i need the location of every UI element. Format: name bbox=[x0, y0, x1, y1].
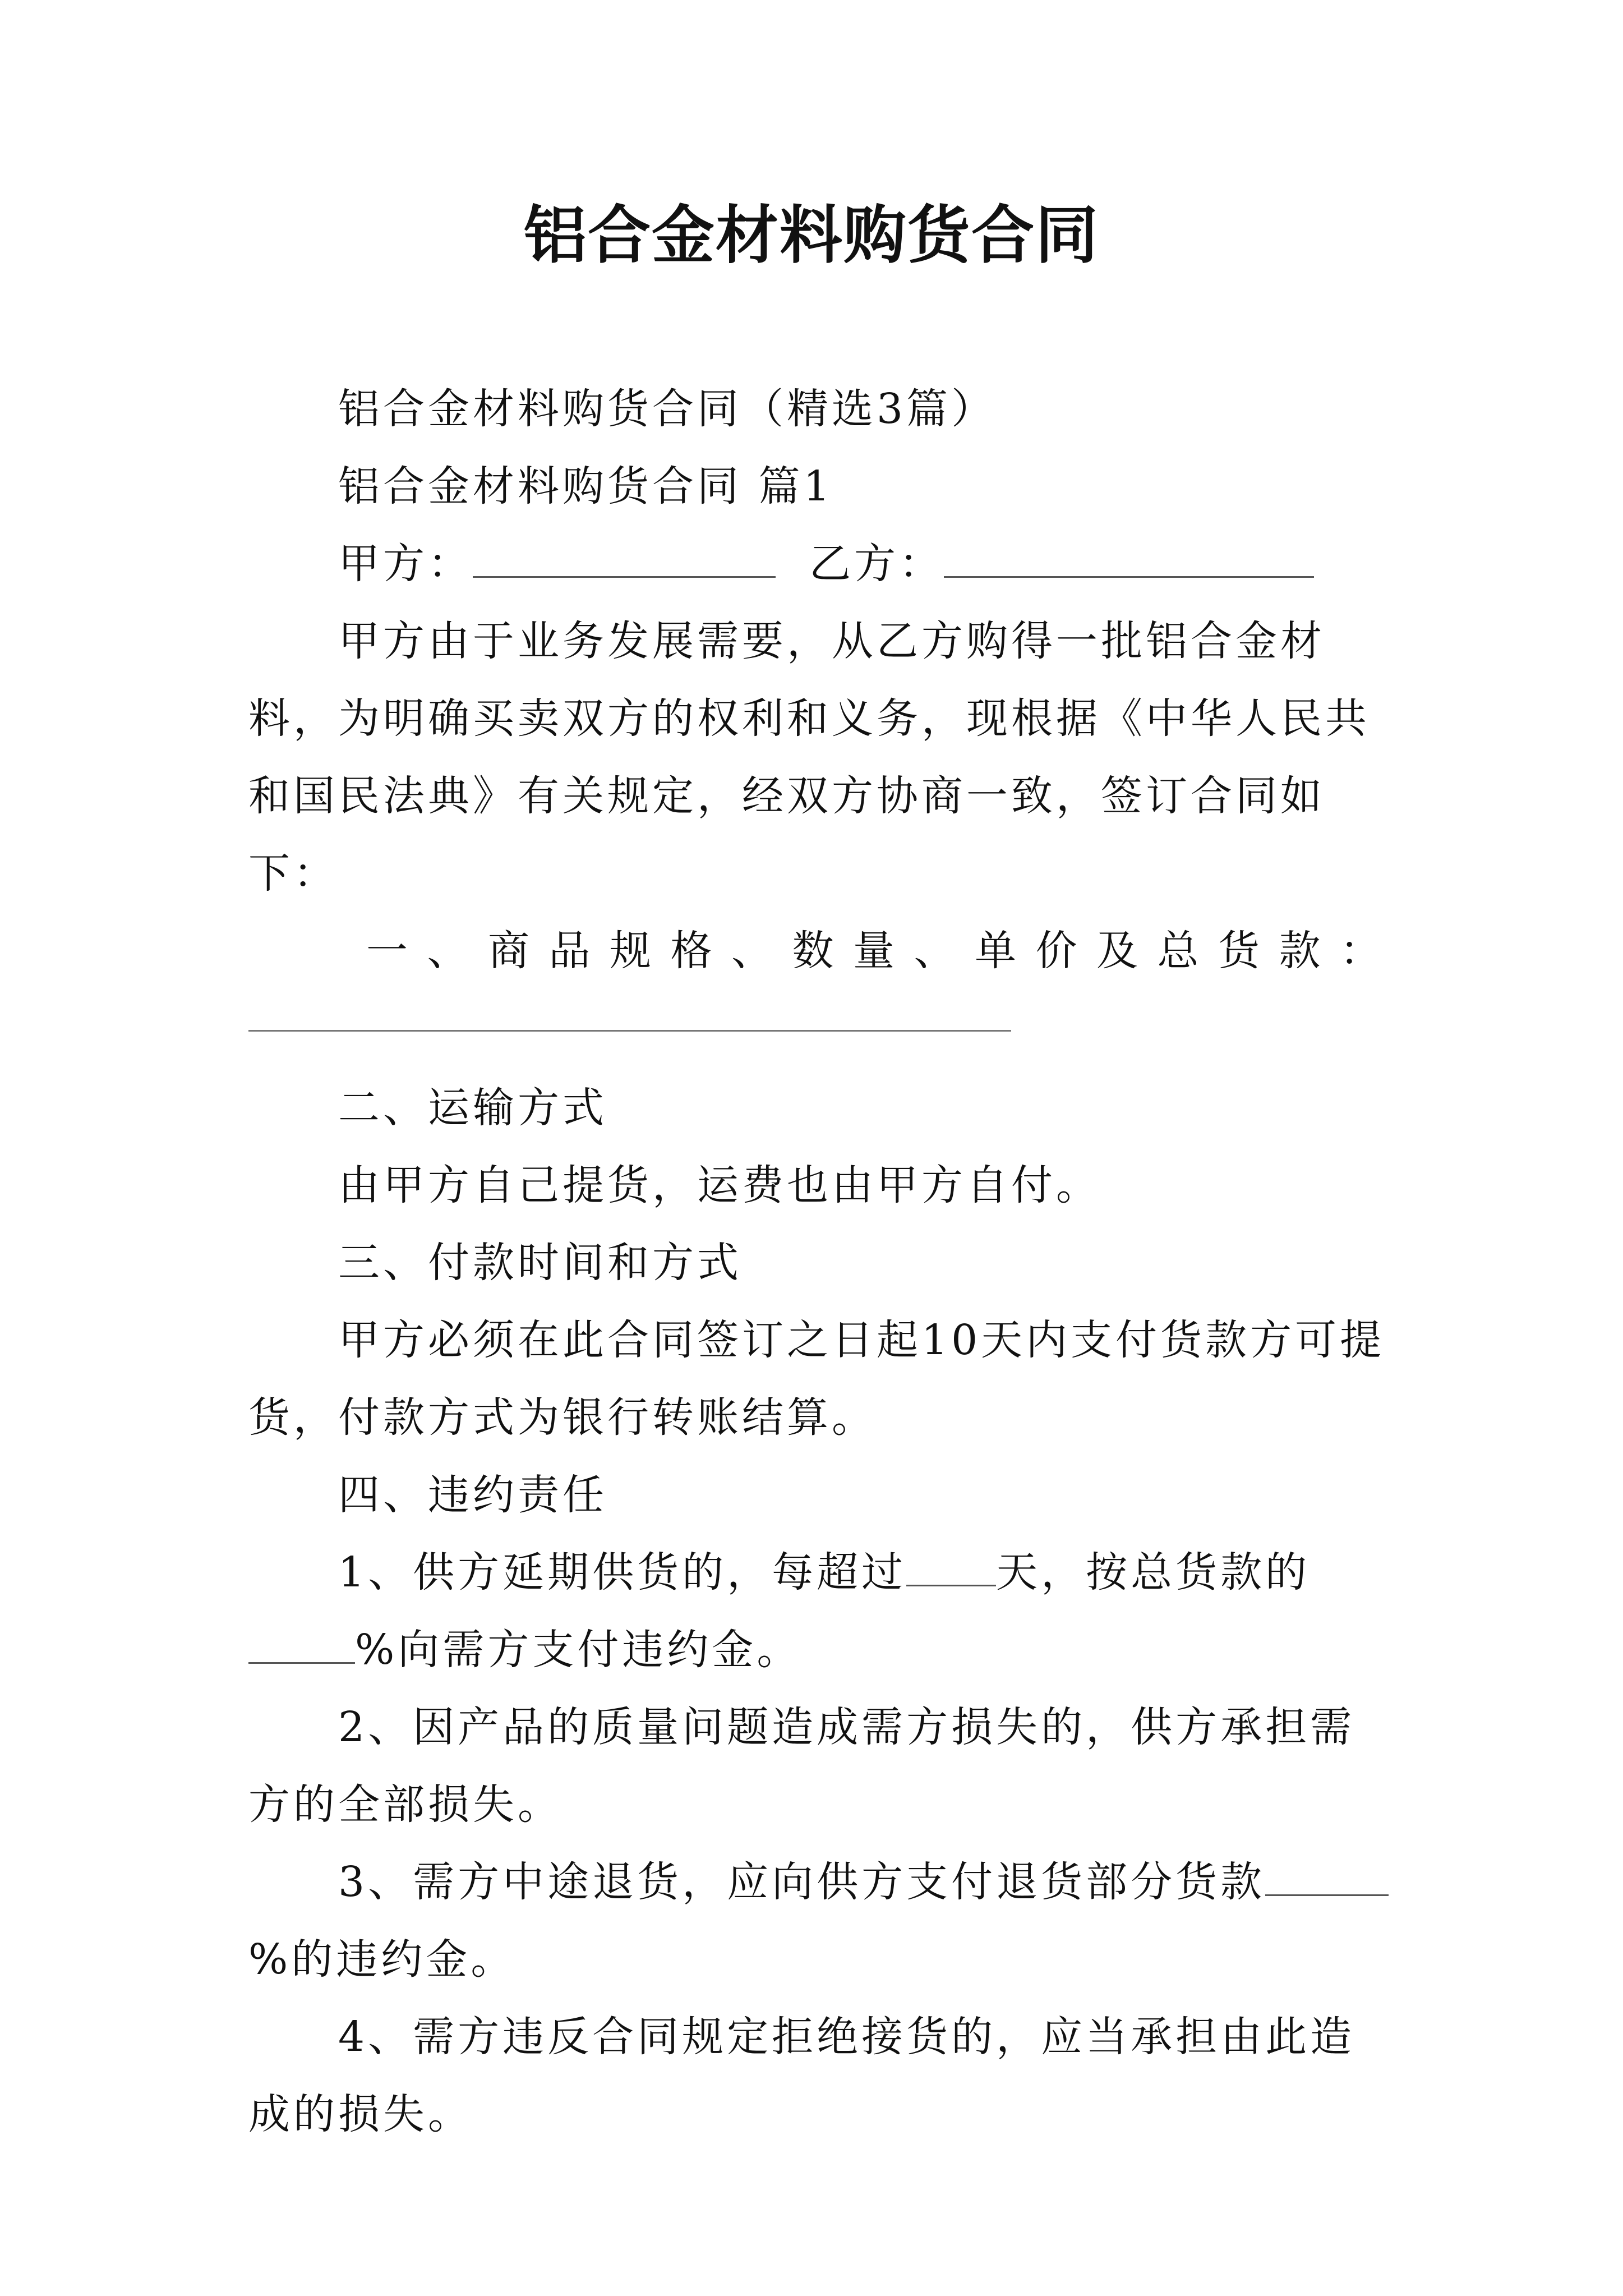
clause2-title: 二、运输方式 bbox=[338, 1084, 607, 1132]
clause1-char: 款 bbox=[1279, 927, 1321, 975]
clause1-char: 、 bbox=[731, 927, 773, 975]
clause1-char: 及 bbox=[1096, 927, 1138, 975]
underline-rule[interactable] bbox=[248, 1030, 1011, 1032]
clause3-text: 甲方必须在此合同签订之日起10天内支付货款方可提货，付款方式为银行转账结算。 bbox=[248, 1316, 1385, 1442]
clause4-item1 bbox=[248, 1534, 1398, 1688]
clause1-char: 规 bbox=[610, 927, 651, 975]
item1-text-a: 1、供方延期供货的，每超过 bbox=[338, 1548, 907, 1596]
clause1-char: 货 bbox=[1218, 927, 1260, 975]
clause1-char: ： bbox=[1340, 927, 1381, 975]
document-body bbox=[248, 370, 1398, 2153]
clause3-title: 三、付款时间和方式 bbox=[338, 1239, 742, 1287]
clause4-item4: 4、需方违反合同规定拒绝接货的，应当承担由此造成的损失。 bbox=[248, 2013, 1355, 2138]
item1-text-b: 天，按总货款的 bbox=[996, 1548, 1311, 1596]
item3-text-b: %的违约金。 bbox=[248, 1935, 516, 1984]
clause1-char: 格 bbox=[670, 927, 712, 975]
document-title: 铝合金材料购货合同 bbox=[524, 199, 1099, 272]
clause4-item3 bbox=[248, 1843, 1398, 1998]
parties-line bbox=[248, 525, 1398, 602]
section-header: 铝合金材料购货合同 篇1 bbox=[338, 462, 833, 510]
clause1-char: 数 bbox=[792, 927, 834, 975]
clause1-char: 、 bbox=[427, 927, 469, 975]
clause1-char: 一 bbox=[366, 927, 408, 975]
party-b-blank[interactable] bbox=[944, 540, 1314, 578]
clause2-text: 由甲方自己提货，运费也由甲方自付。 bbox=[338, 1161, 1101, 1209]
clause1-char: 单 bbox=[975, 927, 1016, 975]
clause1-char: 价 bbox=[1035, 927, 1077, 975]
clause1-char: 总 bbox=[1157, 927, 1199, 975]
item1-text-c: %向需方支付违约金。 bbox=[355, 1626, 802, 1674]
clause4-title: 四、违约责任 bbox=[338, 1471, 607, 1519]
clause1-heading bbox=[248, 912, 1381, 990]
clause1-char: 品 bbox=[548, 927, 591, 975]
intro-paragraph: 甲方由于业务发展需要，从乙方购得一批铝合金材料，为明确买卖双方的权利和义务，现根据《中华人民共和国民法典》有关规定，经双方协商一致，签订合同如下： bbox=[248, 617, 1370, 898]
clause1-char: 商 bbox=[488, 927, 529, 975]
item3-text-a: 3、需方中途退货，应向供方支付退货部分货款 bbox=[338, 1858, 1266, 1906]
party-b-label: 乙方： bbox=[809, 540, 944, 588]
item3-percent-blank[interactable] bbox=[1265, 1858, 1389, 1896]
clause4-item2: 2、因产品的质量问题造成需方损失的，供方承担需方的全部损失。 bbox=[248, 1703, 1355, 1829]
subtitle: 铝合金材料购货合同（精选3篇） bbox=[338, 385, 997, 433]
party-a-label: 甲方： bbox=[338, 540, 473, 588]
item1-days-blank[interactable] bbox=[906, 1549, 996, 1586]
clause1-char: 、 bbox=[914, 927, 956, 975]
clause1-blank-line bbox=[248, 990, 1398, 1067]
item1-percent-blank[interactable] bbox=[248, 1626, 355, 1664]
party-a-blank[interactable] bbox=[473, 540, 776, 578]
clause1-char: 量 bbox=[853, 927, 895, 975]
